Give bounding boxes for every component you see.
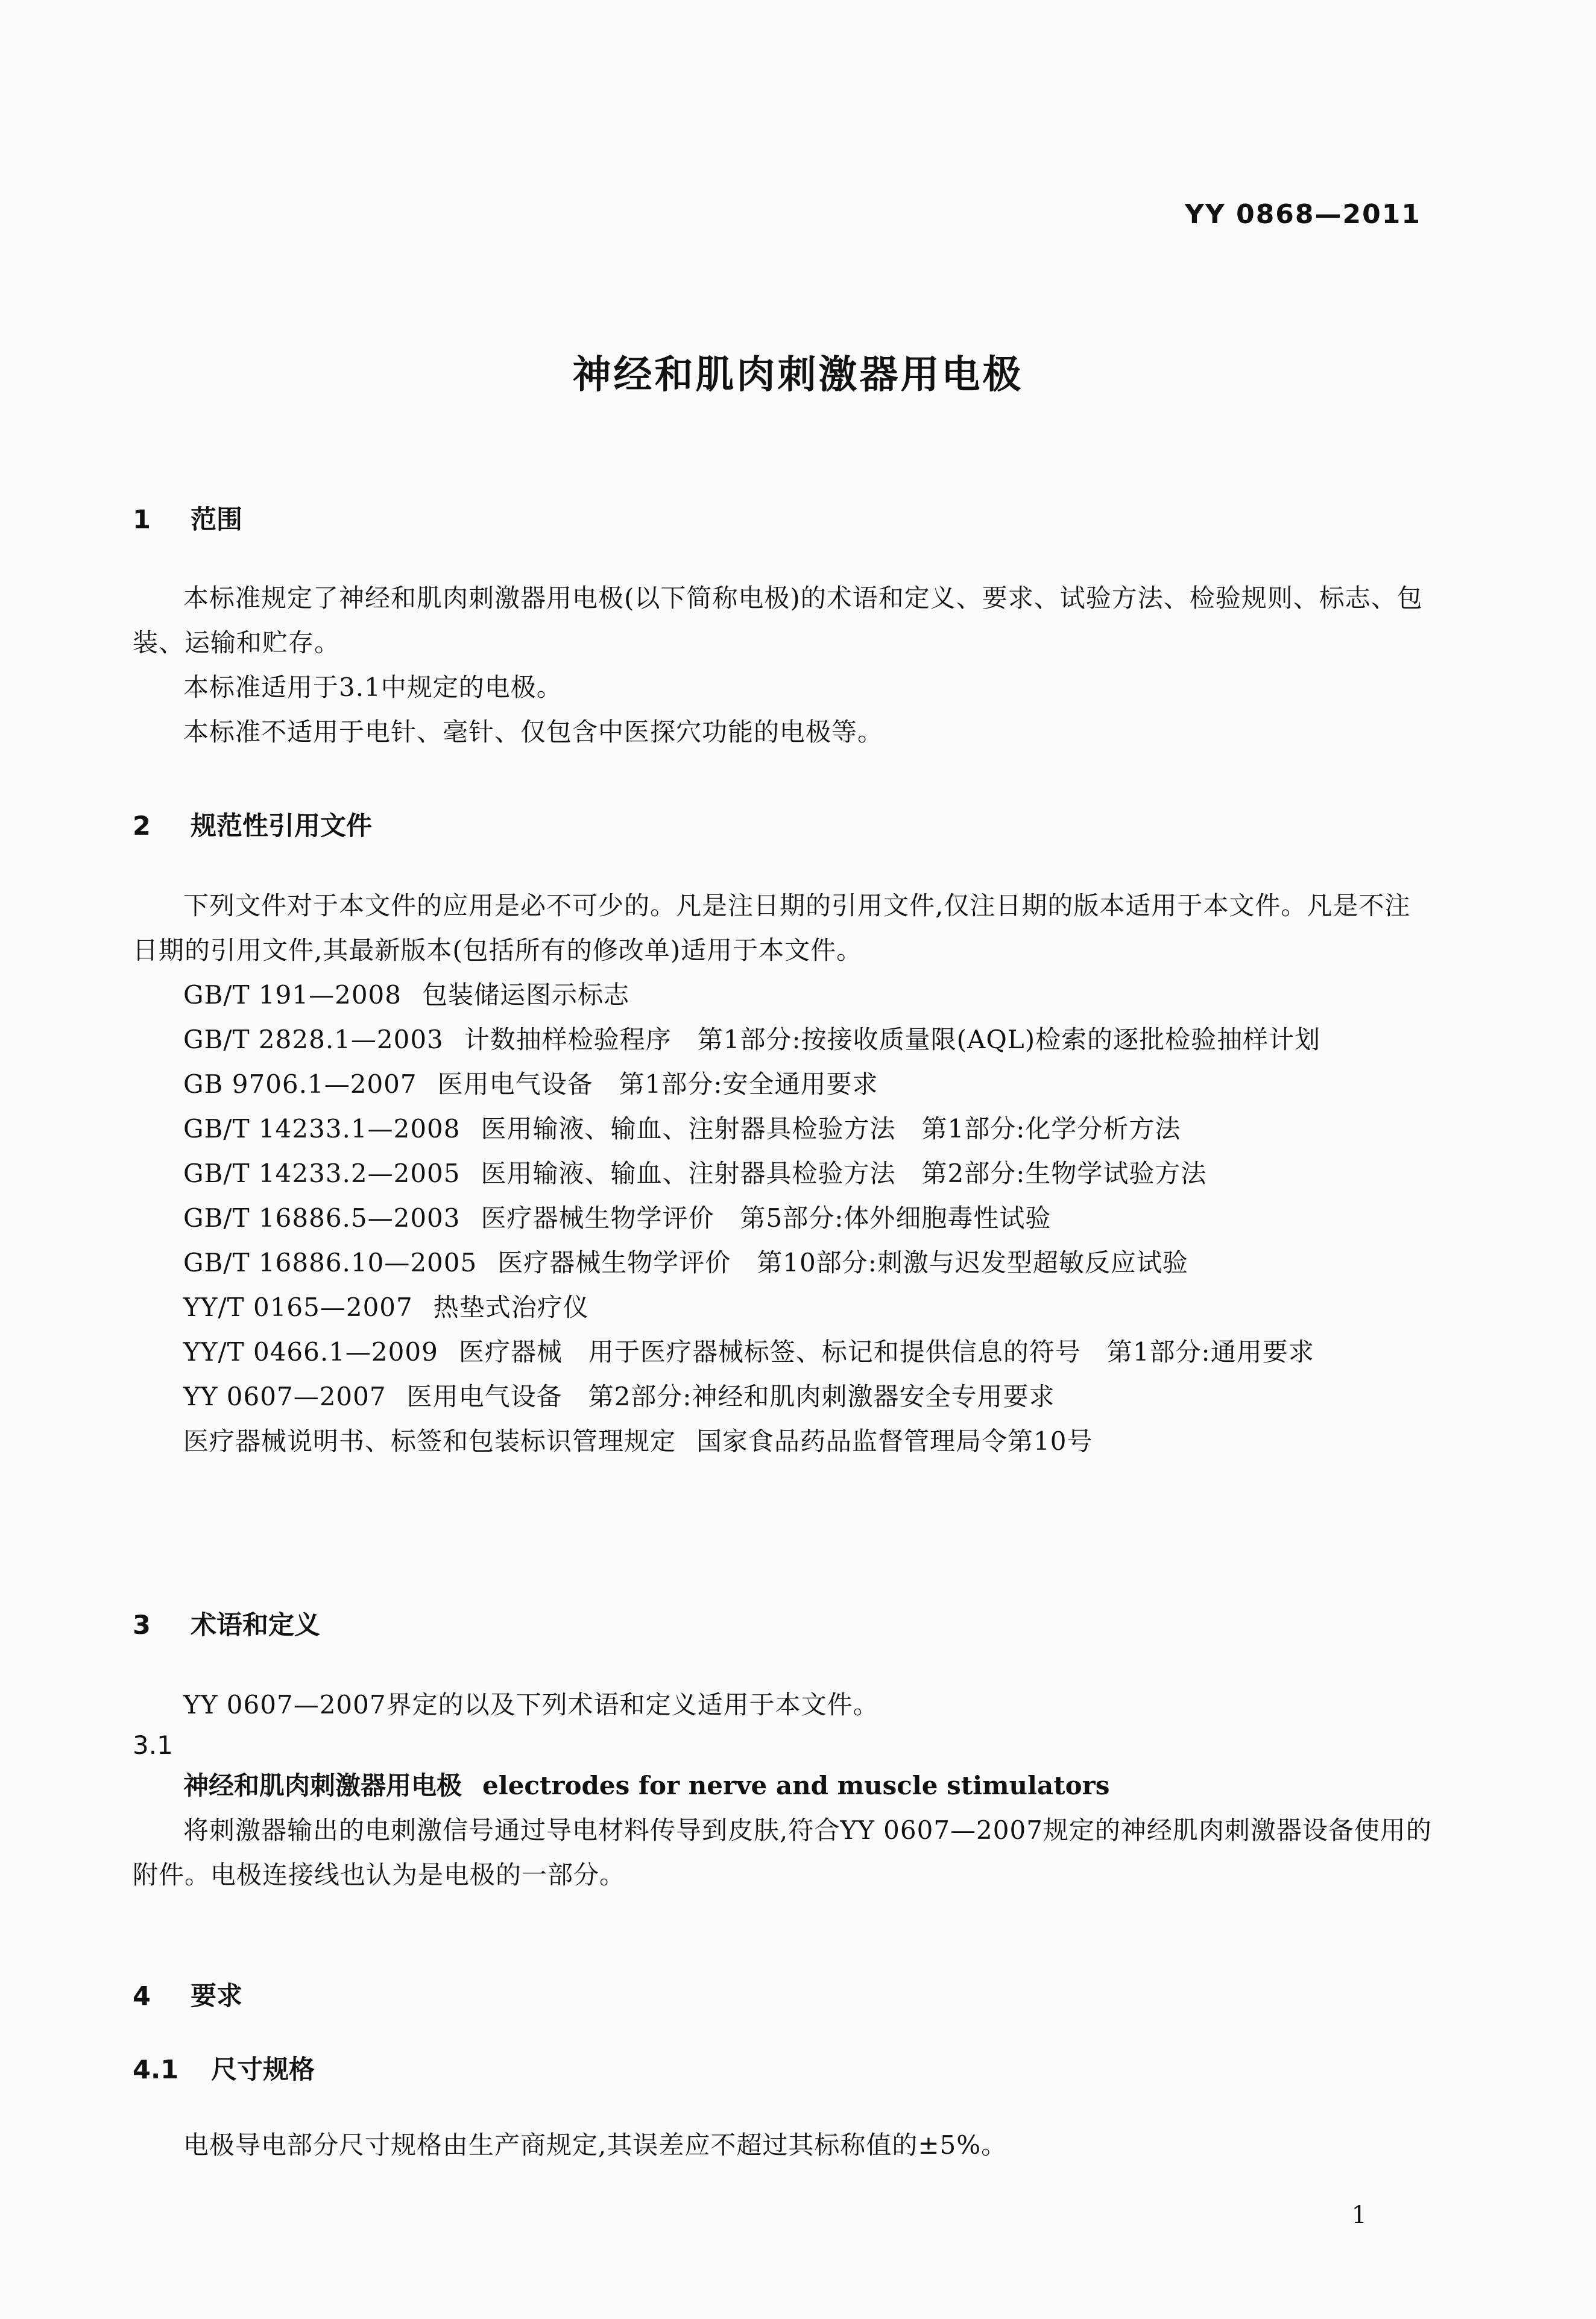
section-3-body bbox=[133, 1683, 1435, 1897]
terms-intro: YY 0607—2007界定的以及下列术语和定义适用于本文件。 bbox=[183, 1690, 879, 1719]
reference-item bbox=[133, 1375, 1435, 1419]
standard-code: YY 0868—2011 bbox=[1185, 199, 1421, 230]
section-title: 规范性引用文件 bbox=[191, 811, 372, 841]
section-4-heading bbox=[133, 1978, 1435, 2014]
paragraph: 电极导电部分尺寸规格由生产商规定,其误差应不超过其标称值的±5%。 bbox=[183, 2130, 1008, 2160]
term-entry bbox=[133, 1764, 1435, 1808]
reference-code: 医疗器械说明书、标签和包装标识管理规定 bbox=[183, 1426, 677, 1456]
reference-code: GB/T 191—2008 bbox=[183, 980, 402, 1010]
reference-title: 医用电气设备 第1部分:安全通用要求 bbox=[437, 1069, 878, 1099]
section-number: 4 bbox=[133, 1981, 151, 2011]
reference-item bbox=[133, 1330, 1435, 1375]
reference-code: GB/T 16886.10—2005 bbox=[183, 1248, 478, 1277]
section-number: 2 bbox=[133, 811, 151, 841]
term-definition: 将刺激器输出的电刺激信号通过导电材料传导到皮肤,符合YY 0607—2007规定的神经肌肉刺激器设备使用的附件。电极连接线也认为是电极的一部分。 bbox=[133, 1815, 1432, 1890]
reference-title: 国家食品药品监督管理局令第10号 bbox=[696, 1426, 1093, 1456]
reference-code: YY/T 0165—2007 bbox=[183, 1292, 413, 1322]
clause-number: 3.1 bbox=[133, 1730, 173, 1760]
reference-title: 热垫式治疗仪 bbox=[433, 1292, 589, 1322]
reference-title: 医疗器械生物学评价 第5部分:体外细胞毒性试验 bbox=[481, 1203, 1052, 1233]
subsection-4-1-heading bbox=[133, 2052, 1435, 2088]
reference-title: 医疗器械 用于医疗器械标签、标记和提供信息的符号 第1部分:通用要求 bbox=[458, 1337, 1314, 1367]
reference-code: GB/T 14233.2—2005 bbox=[183, 1159, 461, 1188]
document-title: 神经和肌肉刺激器用电极 bbox=[572, 353, 1024, 397]
reference-item bbox=[133, 1196, 1435, 1241]
reference-item bbox=[133, 1241, 1435, 1285]
reference-item bbox=[133, 1017, 1435, 1062]
section-number: 1 bbox=[133, 505, 151, 535]
reference-code: YY/T 0466.1—2009 bbox=[183, 1337, 438, 1367]
term-english: electrodes for nerve and muscle stimulators bbox=[482, 1771, 1110, 1800]
subsection-title: 尺寸规格 bbox=[211, 2055, 315, 2085]
reference-item bbox=[133, 1419, 1435, 1464]
section-3-heading bbox=[133, 1607, 1435, 1644]
normative-references bbox=[133, 884, 1435, 1464]
paragraph: 本标准规定了神经和肌肉刺激器用电极(以下简称电极)的术语和定义、要求、试验方法、检验规则、标志、包装、运输和贮存。 bbox=[133, 583, 1423, 657]
references-intro: 下列文件对于本文件的应用是必不可少的。凡是注日期的引用文件,仅注日期的版本适用于本文件。凡是不注日期的引用文件,其最新版本(包括所有的修改单)适用于本文件。 bbox=[133, 891, 1411, 965]
subsection-number: 4.1 bbox=[133, 2055, 179, 2085]
reference-title: 医用输液、输血、注射器具检验方法 第1部分:化学分析方法 bbox=[481, 1114, 1181, 1144]
reference-item bbox=[133, 1107, 1435, 1151]
section-title: 范围 bbox=[191, 505, 242, 535]
section-1-body bbox=[133, 576, 1435, 755]
reference-item bbox=[133, 1062, 1435, 1107]
section-1-heading bbox=[133, 502, 1435, 538]
reference-item bbox=[133, 973, 1435, 1017]
page-number: 1 bbox=[1351, 2201, 1367, 2229]
reference-item bbox=[133, 1285, 1435, 1330]
reference-title: 医疗器械生物学评价 第10部分:刺激与迟发型超敏反应试验 bbox=[497, 1248, 1188, 1277]
term-chinese: 神经和肌肉刺激器用电极 bbox=[183, 1771, 462, 1800]
section-number: 3 bbox=[133, 1610, 151, 1640]
reference-code: GB/T 16886.5—2003 bbox=[183, 1203, 461, 1233]
reference-code: GB/T 14233.1—2008 bbox=[183, 1114, 461, 1144]
reference-title: 医用电气设备 第2部分:神经和肌肉刺激器安全专用要求 bbox=[406, 1382, 1055, 1411]
subsection-4-1-body bbox=[133, 2123, 1435, 2168]
section-2-heading bbox=[133, 808, 1435, 844]
reference-code: YY 0607—2007 bbox=[183, 1382, 386, 1411]
reference-title: 计数抽样检验程序 第1部分:按接收质量限(AQL)检索的逐批检验抽样计划 bbox=[464, 1025, 1321, 1054]
section-title: 术语和定义 bbox=[191, 1610, 320, 1640]
paragraph: 本标准适用于3.1中规定的电极。 bbox=[183, 672, 563, 702]
reference-title: 医用输液、输血、注射器具检验方法 第2部分:生物学试验方法 bbox=[481, 1159, 1207, 1188]
reference-code: GB 9706.1—2007 bbox=[183, 1069, 417, 1099]
paragraph: 本标准不适用于电针、毫针、仅包含中医探穴功能的电极等。 bbox=[183, 717, 884, 747]
reference-title: 包装储运图示标志 bbox=[421, 980, 629, 1010]
reference-item bbox=[133, 1151, 1435, 1196]
reference-code: GB/T 2828.1—2003 bbox=[183, 1025, 444, 1054]
section-title: 要求 bbox=[191, 1981, 242, 2011]
